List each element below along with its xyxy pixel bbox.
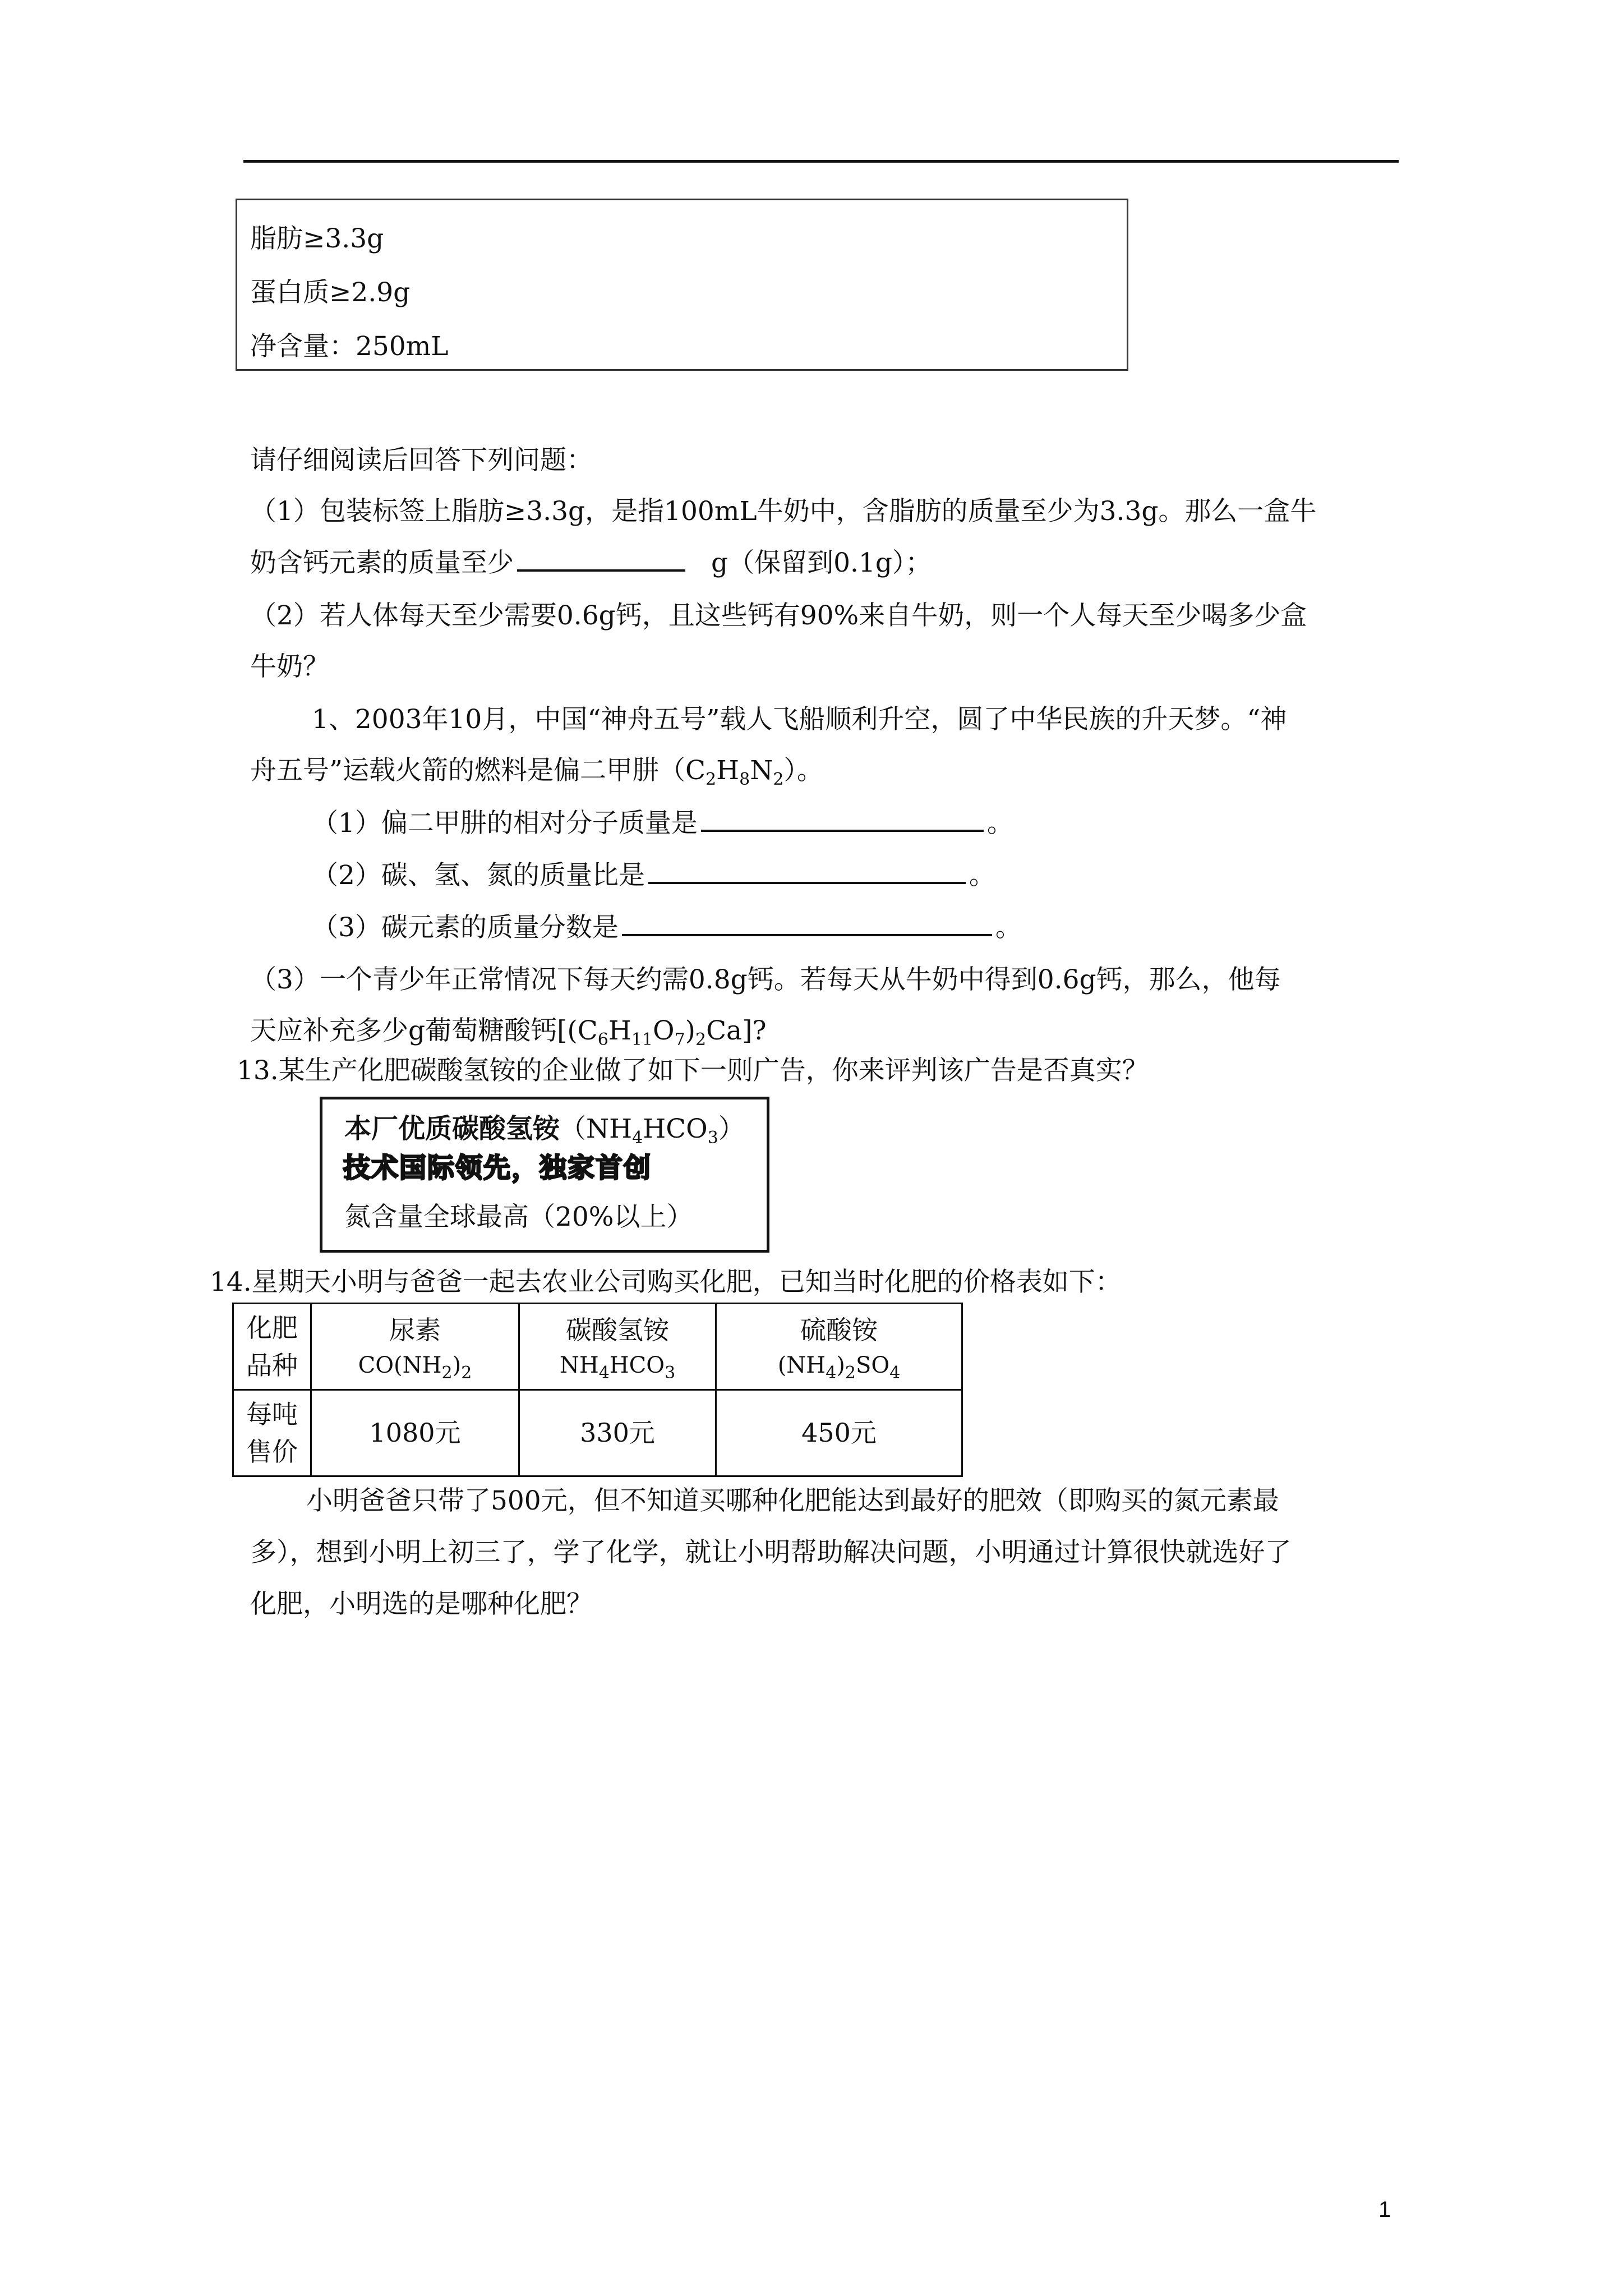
- q2-line1: （2）若人体每天至少需要0.6g钙，且这些钙有90%来自牛奶，则一个人每天至少喝多少盒: [250, 600, 1307, 631]
- table-price-ammonium-bicarbonate: 330元: [519, 1390, 716, 1476]
- formula-sub: 4: [826, 1363, 837, 1383]
- formula-part: H: [608, 1015, 631, 1046]
- formula-part: ): [836, 1352, 845, 1378]
- ad-formula-end: ）: [718, 1114, 745, 1144]
- p1-sub1: [312, 808, 1013, 839]
- q1-line1: （1）包装标签上脂肪≥3.3g，是指100mL牛奶中，含脂肪的质量至少为3.3g。那么一盒牛: [250, 496, 1317, 527]
- formula-part: O: [653, 1015, 675, 1046]
- cell-text: 品种: [246, 1350, 298, 1381]
- formula-sub: 11: [631, 1030, 653, 1050]
- formula-sub: 4: [889, 1363, 901, 1383]
- formula-part: ): [452, 1352, 462, 1378]
- formula-part: N: [750, 755, 773, 786]
- formula-sub: 7: [674, 1030, 685, 1050]
- ad-line2-outlined: 技术国际领先，独家首创: [343, 1152, 652, 1184]
- cell-text: 尿素: [389, 1315, 441, 1346]
- formula-part: H: [716, 755, 740, 786]
- table-header-cell: [233, 1390, 311, 1476]
- p1-sub3: [312, 914, 1022, 941]
- q2-line2: 牛奶？: [250, 651, 329, 682]
- table-cell-urea: [311, 1304, 519, 1390]
- formula-sub: 2: [845, 1363, 856, 1383]
- table-cell-ammonium-bicarbonate: [519, 1304, 716, 1390]
- formula-sub: 2: [773, 770, 784, 789]
- q13-text: 13.某生产化肥碳酸氢铵的企业做了如下一则广告，你来评判该广告是否真实？: [237, 1055, 1149, 1086]
- q14-text: 14.星期天小明与爸爸一起去农业公司购买化肥，已知当时化肥的价格表如下：: [210, 1267, 1122, 1297]
- q14-para-line1: 小明爸爸只带了500元，但不知道买哪种化肥能达到最好的肥效（即购买的氮元素最: [306, 1485, 1279, 1516]
- p1-sub2-blank[interactable]: [648, 881, 966, 884]
- formula-sub: 8: [739, 770, 750, 789]
- ad-headline: 本厂优质碳酸氢铵: [344, 1113, 560, 1144]
- formula-sub: 4: [598, 1363, 610, 1383]
- header-rule: [243, 160, 1399, 163]
- q1-answer-blank[interactable]: [517, 569, 685, 572]
- formula-sub: 3: [665, 1363, 676, 1383]
- formula-part: HCO: [609, 1352, 665, 1378]
- p1-line2-end: ）。: [783, 755, 823, 786]
- formula-sub: 2: [706, 770, 717, 789]
- cell-text: 碳酸氢铵: [566, 1315, 669, 1346]
- formula-sub: 2: [695, 1030, 707, 1050]
- p1-sub1-blank[interactable]: [701, 829, 984, 832]
- p1-sub1-text: （1）偏二甲肼的相对分子质量是: [312, 808, 698, 839]
- table-row: [233, 1304, 962, 1390]
- p1-line2-text: 舟五号”运载火箭的燃料是偏二甲肼（C: [250, 755, 706, 786]
- p1-line1: 1、2003年10月，中国“神舟五号”载人飞船顺利升空，圆了中华民族的升天梦。“神: [312, 704, 1287, 735]
- page-number: 1: [1378, 2197, 1391, 2222]
- ad-line1: [344, 1113, 745, 1148]
- period: 。: [986, 808, 1013, 839]
- cell-formula: [721, 1349, 957, 1382]
- q14-para-line3: 化肥，小明选的是哪种化肥？: [250, 1589, 593, 1619]
- formula-part: CO(NH: [358, 1352, 442, 1378]
- q1-line2-suffix: g（保留到0.1g）；: [711, 547, 932, 578]
- cell-text: 硫酸铵: [800, 1315, 878, 1346]
- ad-line3: 氮含量全球最高（20%以上）: [344, 1202, 693, 1232]
- p1-sub3-blank[interactable]: [622, 933, 992, 936]
- q3-line1: （3）一个青少年正常情况下每天约需0.8g钙。若每天从牛奶中得到0.6g钙，那么，他每: [250, 964, 1281, 995]
- table-row: [233, 1390, 962, 1476]
- intro-text: 请仔细阅读后回答下列问题：: [250, 445, 593, 476]
- p1-sub3-text: （3）碳元素的质量分数是: [312, 912, 619, 943]
- formula-sub: 2: [441, 1363, 453, 1383]
- period: 。: [995, 912, 1022, 943]
- formula-sub: 6: [597, 1030, 608, 1050]
- label-protein: 蛋白质≥2.9g: [250, 277, 411, 308]
- formula-part: ): [685, 1015, 695, 1046]
- p1-line2: [250, 755, 823, 789]
- cell-text: 每吨: [246, 1398, 298, 1429]
- formula-part: (NH: [777, 1352, 826, 1378]
- label-fat: 脂肪≥3.3g: [250, 223, 384, 254]
- p1-sub2: [312, 862, 995, 889]
- table-header-cell: [233, 1304, 311, 1390]
- period: 。: [969, 860, 995, 891]
- cell-text: 售价: [246, 1436, 298, 1467]
- q3-line2: [250, 1015, 767, 1050]
- ad-formula: （NH: [560, 1114, 633, 1144]
- q1-line2-prefix: 奶含钙元素的质量至少: [250, 547, 514, 578]
- ad-formula: HCO: [643, 1114, 708, 1144]
- table-price-urea: 1080元: [311, 1390, 519, 1476]
- q3-line2-text: 天应补充多少g葡萄糖酸钙[(C: [250, 1015, 598, 1046]
- q1-line2: [250, 547, 932, 578]
- cell-formula: [524, 1349, 711, 1382]
- cell-text: 化肥: [246, 1312, 298, 1343]
- fertilizer-price-table: [232, 1303, 963, 1477]
- cell-formula: [316, 1349, 514, 1382]
- p1-sub2-text: （2）碳、氢、氮的质量比是: [312, 860, 645, 891]
- formula-sub: 3: [707, 1128, 718, 1148]
- table-price-ammonium-sulfate: 450元: [716, 1390, 962, 1476]
- formula-part: SO: [856, 1352, 890, 1378]
- table-cell-ammonium-sulfate: [716, 1304, 962, 1390]
- formula-part: NH: [559, 1352, 599, 1378]
- formula-sub: 2: [461, 1363, 472, 1383]
- formula-sub: 4: [632, 1128, 643, 1148]
- q3-line2-end: Ca]?: [706, 1015, 767, 1046]
- q14-para-line2: 多），想到小明上初三了，学了化学，就让小明帮助解决问题，小明通过计算很快就选好了: [250, 1537, 1292, 1568]
- label-net-content: 净含量：250mL: [250, 331, 449, 362]
